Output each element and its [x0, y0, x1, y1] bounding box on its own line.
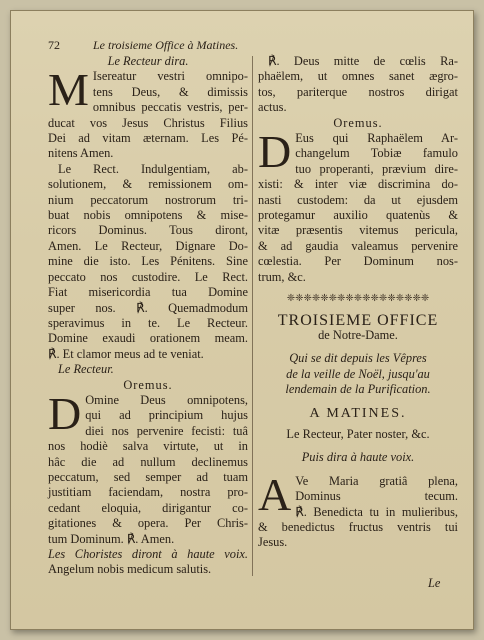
- ornament-rule: ❈❈❈❈❈❈❈❈❈❈❈❈❈❈❈❈❈: [286, 293, 430, 305]
- text-line: ℟. Et clamor meus ad te veniat.: [48, 346, 204, 361]
- right-column-text: [258, 54, 458, 285]
- drop-cap-initial: D: [258, 126, 292, 178]
- text-line: ricors Dominus. Tous diront,: [48, 223, 248, 238]
- text-line: peccato nos custodire. Le Rect.: [48, 269, 248, 284]
- text-line: solutionem, & remissionem om-: [48, 177, 248, 192]
- text-line: super nos. ℟. Quemadmodum: [48, 300, 248, 315]
- catchword: Le: [428, 576, 441, 590]
- drop-cap-initial: A: [258, 468, 292, 520]
- book-page: [10, 10, 474, 630]
- rubric-line: lendemain de la Purification.: [285, 382, 431, 397]
- rubric-haute-voix: Puis dira à haute voix.: [301, 450, 415, 465]
- rubric-line: Qui se dit depuis les Vêpres: [289, 351, 427, 366]
- column-divider: [252, 56, 253, 576]
- text-line: Les Choristes diront à haute voix.: [48, 547, 248, 561]
- text-line: vitæ præsentis vitemus pericula,: [258, 223, 458, 238]
- text-line: cœlestia. Per Dominum nos-: [258, 254, 458, 269]
- text-line: tos, pariterque nostros dirigat: [258, 84, 458, 99]
- text-line: Ve Maria gratiâ plena,: [295, 473, 458, 488]
- left-column: [48, 54, 248, 578]
- text-line: phaëlem, ut omnes sanet ægro-: [258, 69, 458, 84]
- running-head: [48, 38, 348, 53]
- text-line: protegamur auxilio quatenùs &: [258, 208, 458, 223]
- text-line: ℟. Deus mitte de cœlis Ra-: [268, 54, 458, 68]
- text-line: Omine Deus omnipotens,: [85, 392, 248, 407]
- text-line: cedant eloquia, dirigantur co-: [48, 500, 248, 515]
- text-line: Domine exaudi orationem meam.: [48, 331, 248, 346]
- text-line: Eus qui Raphaëlem Ar-: [295, 131, 458, 146]
- text-line: nitens Amen.: [48, 146, 114, 161]
- text-line: & ad gaudia valeamus pervenire: [258, 238, 458, 253]
- oremus-heading: Oremus.: [123, 377, 173, 392]
- text-line: changelum Tobiæ famulo: [295, 146, 458, 161]
- recteur-line: Le Recteur, Pater noster, &c.: [286, 426, 430, 441]
- text-line: nasti custodem: da ut ejusdem: [258, 192, 458, 207]
- text-line: diei nos pervenire fecisti: tuâ: [85, 423, 248, 438]
- text-line: ℟. Benedicta tu in mulieribus,: [295, 504, 458, 519]
- right-column: [258, 54, 458, 551]
- text-line: xisti: & inter viæ discrimina do-: [258, 177, 458, 192]
- ave-maria-text: [258, 468, 458, 551]
- text-line: speravimus in te. Le Recteur.: [48, 315, 248, 330]
- text-line: justitiam faciendam, nostra pro-: [48, 485, 248, 500]
- text-line: tum Dominum. ℟. Amen.: [48, 531, 175, 546]
- text-line: Angelum nobis medicum salutis.: [48, 562, 212, 577]
- running-title: Le troisieme Office à Matines.: [93, 38, 239, 52]
- text-line: omnibus peccatis vestris, per-: [92, 100, 248, 115]
- drop-cap-initial: M: [48, 64, 89, 116]
- text-line: nium peccatorum nostrorum tri-: [48, 192, 248, 207]
- text-line: trum, &c.: [258, 269, 306, 284]
- text-line: Fiat misericordia tua Domine: [48, 285, 248, 300]
- text-line: Le Recteur.: [58, 362, 114, 377]
- text-line: Jesus.: [258, 535, 288, 550]
- text-line: & benedictus fructus ventris tui: [258, 519, 458, 534]
- text-line: Isereatur vestri omnipo-: [92, 69, 248, 84]
- text-line: Le Rect. Indulgentiam, ab-: [58, 161, 248, 176]
- text-line: gitationes & opera. Per Chris-: [48, 516, 248, 531]
- rubric-line: de la veille de Noël, jusqu'au: [286, 366, 430, 381]
- text-line: peccatum, sed semper ad tuam: [48, 469, 248, 484]
- text-line: hâc die ad nullum declinemus: [48, 454, 248, 469]
- text-line: Le Recteur dira.: [107, 54, 189, 68]
- text-line: Dominus tecum.: [295, 489, 458, 504]
- text-line: Amen. Le Recteur, Dignare Do-: [48, 238, 248, 253]
- oremus-heading: Oremus.: [333, 115, 383, 130]
- office-title: TROISIEME OFFICE: [277, 311, 439, 329]
- text-line: mine die isto. Les Pénitens. Sine: [48, 254, 248, 269]
- text-line: actus.: [258, 100, 287, 115]
- text-line: ducat vos Jesus Christus Filius: [48, 115, 248, 130]
- office-subtitle: de Notre-Dame.: [318, 327, 398, 342]
- matines-heading: A MATINES.: [309, 405, 407, 421]
- text-line: nos hodiè salva virtute, ut in: [48, 439, 248, 454]
- text-line: Dei ad vitam æternam. Les Pé-: [48, 131, 248, 146]
- text-line: buat nobis omnipotens & mise-: [48, 208, 248, 223]
- page-number: 72: [48, 38, 60, 52]
- text-line: qui ad principium hujus: [85, 408, 248, 423]
- text-line: tens Deus, & dimissis: [92, 84, 248, 99]
- drop-cap-initial: D: [48, 387, 82, 439]
- text-line: tuo properanti, prævium dire-: [295, 161, 458, 176]
